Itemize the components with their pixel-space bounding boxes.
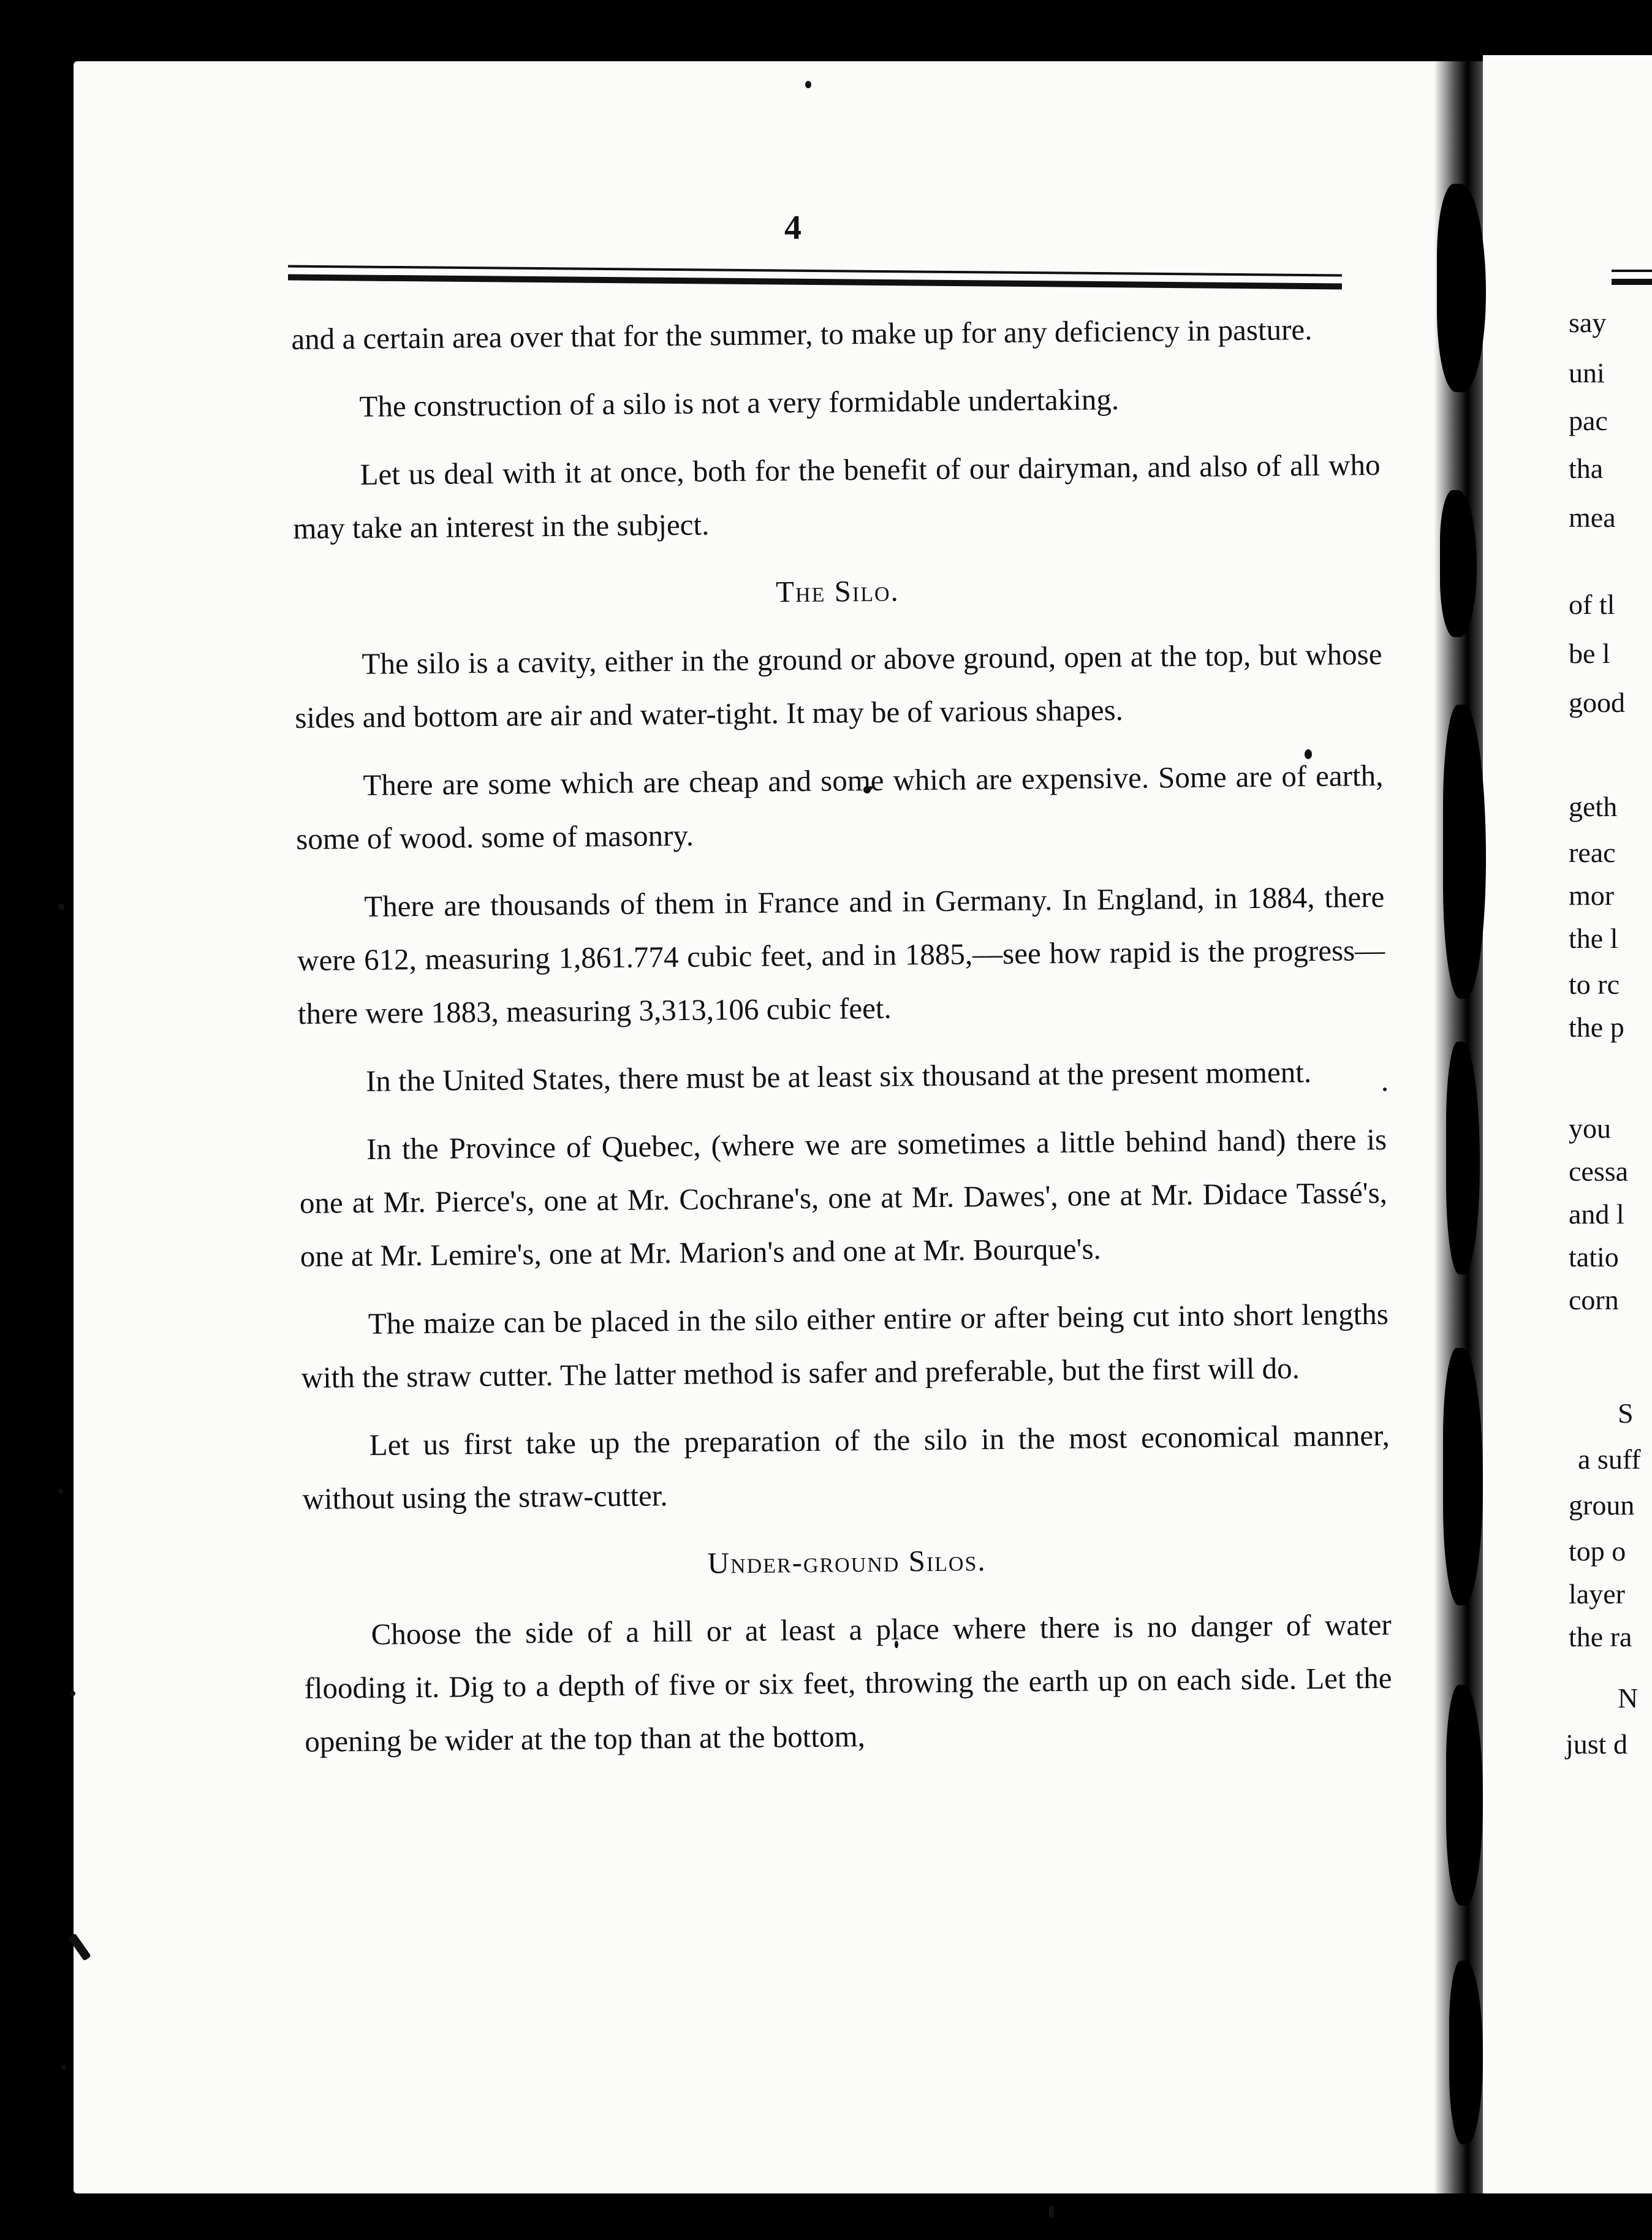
text-fragment: pac	[1569, 405, 1608, 436]
dust-speck	[70, 1691, 75, 1696]
paragraph: There are some which are cheap and some which are expensive. Some are of earth, some of wood. some of masonry.	[295, 758, 1384, 856]
section-heading: Under-ground Silos.	[707, 1543, 987, 1580]
text-fragment: layer	[1569, 1578, 1625, 1610]
text-fragment: top o	[1569, 1535, 1626, 1567]
text-fragment: geth	[1569, 791, 1618, 822]
text-fragment: groun	[1569, 1489, 1635, 1521]
text-fragment: you	[1569, 1113, 1611, 1144]
text-fragment: N	[1618, 1682, 1639, 1714]
text-fragment: the ra	[1569, 1621, 1632, 1652]
paragraph: In the United States, there must be at least six thousand at the present moment.	[365, 1055, 1312, 1098]
text-fragment: a suff	[1578, 1444, 1641, 1475]
text-fragment: mea	[1569, 502, 1616, 533]
paragraph: Let us deal with it at once, both for the benefit of our dairyman, and also of all who may take an interest in the subject.	[293, 447, 1381, 545]
text-fragment: uni	[1569, 357, 1605, 388]
text-fragment: tatio	[1569, 1241, 1619, 1273]
text-fragment: say	[1569, 307, 1607, 338]
right-page	[1483, 55, 1652, 2193]
text-fragment: of tl	[1569, 589, 1615, 620]
paragraph: The construction of a silo is not a very formidable undertaking.	[359, 382, 1120, 423]
text-fragment: tha	[1569, 453, 1604, 484]
body-text	[291, 302, 1393, 1783]
dust-speck	[58, 1489, 63, 1494]
right-page-rule-thick	[1612, 279, 1652, 285]
dust-speck	[58, 904, 64, 910]
paragraph: and a certain area over that for the summer, to make up for any deficiency in pasture.	[291, 312, 1313, 356]
section-heading: The Silo.	[775, 573, 900, 609]
paragraph: Let us first take up the preparation of the silo in the most economical manner, without using the straw-cutter.	[302, 1418, 1390, 1516]
paragraph: In the Province of Quebec, (where we are sometimes a little behind hand) there is one at Mr. Pierce's, one at Mr. Cochrane's, one at Mr. Dawes', one at Mr. Didace Tassé's, one at Mr. Lemire's, one at Mr. Marion's and one at Mr. Bourque's.	[299, 1122, 1388, 1273]
dust-speck	[805, 81, 811, 88]
dust-speck	[61, 2065, 66, 2070]
text-fragment: S	[1618, 1398, 1634, 1429]
text-fragment: to rc	[1569, 969, 1620, 1000]
text-fragment: the l	[1569, 923, 1618, 954]
paragraph: Choose the side of a hill or at least a place where there is no danger of water flooding it. Dig to a depth of five or six feet, throwing the earth up on each side. Let the opening be wider at the top than at the bottom,	[304, 1607, 1392, 1758]
text-fragment: the p	[1569, 1012, 1624, 1043]
paragraph: The silo is a cavity, either in the ground or above ground, open at the top, but whose sides and bottom are air and water-tight. It may be of various shapes.	[295, 637, 1382, 735]
text-fragment: mor	[1569, 880, 1615, 911]
dust-speck	[1049, 2206, 1054, 2218]
text-fragment: reac	[1569, 837, 1616, 868]
paragraph: The maize can be placed in the silo either entire or after being cut into short lengths with the straw cutter. The latter method is safer and preferable, but the first will do.	[301, 1296, 1389, 1394]
page-number: 4	[784, 209, 801, 247]
right-page-rule-thin	[1612, 270, 1652, 272]
text-fragment: just d	[1566, 1728, 1627, 1760]
text-fragment: be l	[1569, 638, 1610, 669]
text-fragment: and l	[1569, 1198, 1624, 1230]
text-fragment: corn	[1569, 1284, 1619, 1315]
paragraph: There are thousands of them in France and in Germany. In England, in 1884, there were 612, measuring 1,861.774 cubic feet, and in 1885,—see how rapid is the progress—there were 1883, measuring 3,313,106 cubic feet.	[297, 879, 1385, 1031]
text-fragment: cessa	[1569, 1156, 1629, 1187]
text-fragment: good	[1569, 687, 1625, 718]
